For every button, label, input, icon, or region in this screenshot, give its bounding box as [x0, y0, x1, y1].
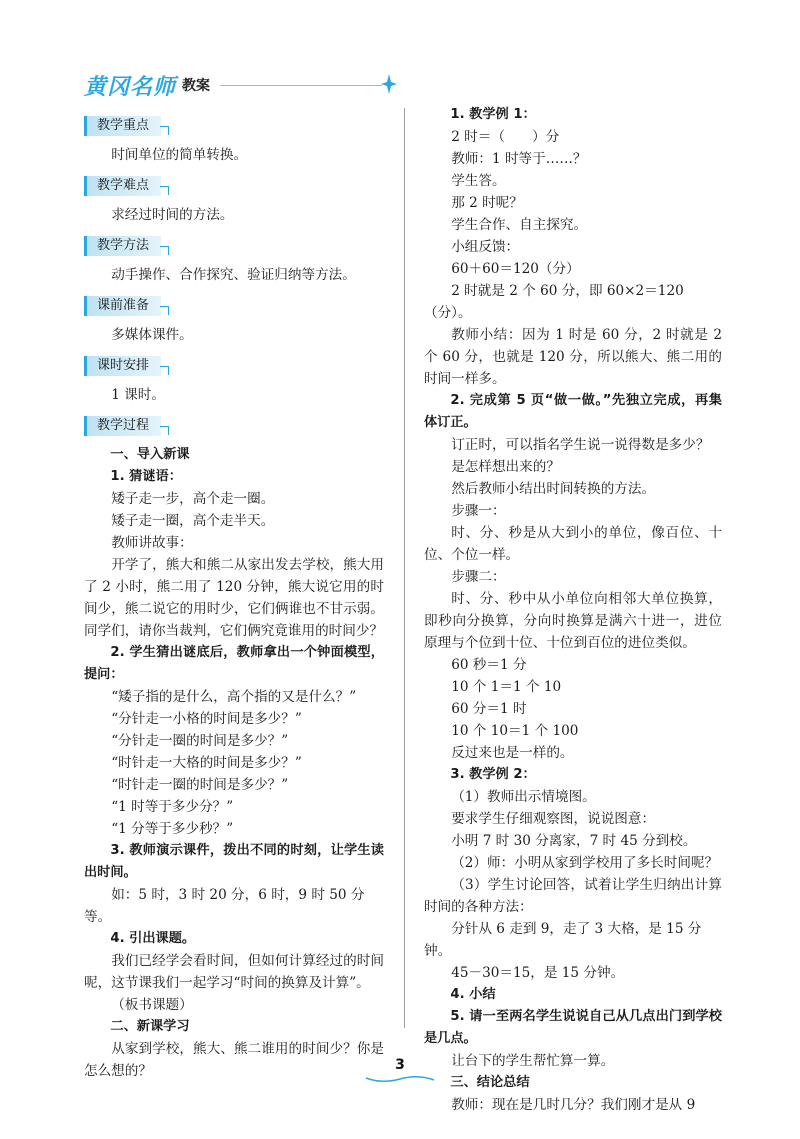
paragraph: 然后教师小结出时间转换的方法。 — [451, 481, 656, 497]
paragraph: （2）师：小明从家到学校用了多长时间呢？ — [451, 855, 719, 871]
paragraph: 矮子走一步，高个走一圈。 — [111, 491, 275, 507]
header-subtitle: 教案 — [182, 78, 210, 94]
column-divider — [404, 108, 405, 1028]
paragraph: 那 2 时呢？ — [451, 195, 523, 211]
paragraph: 小明 7 时 30 分离家，7 时 45 分到校。 — [451, 833, 697, 849]
section-difficulties — [84, 174, 384, 226]
paragraph: “时针走一圈的时间是多少？” — [111, 777, 289, 793]
section-preparation — [84, 294, 384, 346]
formula-line: 60 秒＝1 分 — [451, 657, 527, 673]
paragraph: 教师小结：因为 1 时是 60 分，2 时就是 2 个 60 分，也就是 120 分，所以熊大、熊二用的时间一样多。 — [424, 327, 722, 387]
paragraph: 反过来也是一样的。 — [451, 745, 574, 761]
paragraph: （1）教师出示情境图。 — [451, 789, 596, 805]
formula-line: 60 分＝1 时 — [451, 701, 527, 717]
section-text: 求经过时间的方法。 — [111, 207, 234, 223]
paragraph: 矮子走一圈，高个走半天。 — [111, 513, 275, 529]
section-tag: 教学重点 — [84, 116, 161, 136]
subheading: 3. 教师演示课件，拨出不同的时刻，让学生读出时间。 — [84, 843, 384, 880]
section-tag: 教学过程 — [84, 416, 161, 436]
left-column — [84, 114, 384, 1088]
paragraph: 教师讲故事： — [111, 535, 193, 551]
paragraph: 要求学生仔细观察图，说说图意： — [451, 811, 656, 827]
section-tag: 课时安排 — [84, 356, 161, 376]
sparkle-icon — [380, 73, 398, 95]
subheading: 5. 请一至两名学生说说自己从几点出门到学校是几点。 — [424, 1009, 722, 1046]
paragraph: 时、分、秒是从大到小的单位，像百位、十位、个位一样。 — [424, 525, 722, 563]
paragraph: （3）学生讨论回答，试着让学生归纳出计算时间的各种方法： — [424, 877, 722, 915]
section-schedule — [84, 354, 384, 406]
section-text: 时间单位的简单转换。 — [111, 147, 248, 163]
paragraph: 2 时＝（ ）分 — [451, 129, 560, 145]
right-column — [424, 104, 722, 1116]
paragraph: 订正时，可以指名学生说一说得数是多少？ — [451, 437, 710, 453]
paragraph: “1 时等于多少分？” — [111, 799, 234, 815]
formula-line: 10 个 1＝1 个 10 — [451, 679, 562, 695]
paragraph: 教师：1 时等于……？ — [451, 151, 587, 167]
paragraph: 步骤二： — [451, 569, 506, 585]
paragraph: 时、分、秒中从小单位向相邻大单位换算，即秒向分换算，分向时换算是满六十进一，进位原理与个位到十位、十位到百位的进位类似。 — [424, 591, 722, 651]
paragraph: 如：5 时，3 时 20 分，6 时，9 时 50 分等。 — [84, 887, 365, 925]
heading: 二、新课学习 — [110, 1019, 190, 1034]
subheading: 1. 教学例 1： — [450, 107, 536, 122]
section-tag: 教学方法 — [84, 236, 161, 256]
subheading: 4. 小结 — [450, 987, 496, 1002]
section-tag: 课前准备 — [84, 296, 161, 316]
section-methods — [84, 234, 384, 286]
header-rule — [220, 85, 382, 86]
paragraph: “时针走一大格的时间是多少？” — [111, 755, 302, 771]
section-process — [84, 414, 384, 1082]
paragraph: 步骤一： — [451, 503, 506, 519]
paragraph: “1 分等于多少秒？” — [111, 821, 234, 837]
subheading: 2. 完成第 5 页“做一做。”先独立完成，再集体订正。 — [424, 393, 722, 430]
paragraph: 60＋60＝120（分） — [451, 261, 580, 277]
paragraph: 教师：现在是几时几分？我们刚才是从 9 — [451, 1097, 696, 1113]
paragraph: “分针走一圈的时间是多少？” — [111, 733, 289, 749]
wave-ornament-icon — [364, 1074, 436, 1084]
paragraph: “分针走一小格的时间是多少？” — [111, 711, 302, 727]
subheading: 2. 学生猜出谜底后，教师拿出一个钟面模型，提问： — [84, 645, 384, 682]
paragraph: 小组反馈： — [451, 239, 520, 255]
page-number: 3 — [395, 1057, 405, 1073]
paragraph: 我们已经学会看时间，但如何计算经过的时间呢，这节课我们一起学习“时间的换算及计算”。 — [84, 953, 384, 991]
paragraph: 从家到学校，熊大、熊二谁用的时间少？你是怎么想的？ — [84, 1041, 384, 1079]
paragraph: 45－30＝15，是 15 分钟。 — [451, 965, 625, 981]
paragraph: 分针从 6 走到 9，走了 3 大格，是 15 分钟。 — [424, 921, 702, 959]
brand-logo: 黄冈名师 — [84, 75, 177, 100]
paragraph: 学生答。 — [451, 173, 506, 189]
paragraph: 是怎样想出来的？ — [451, 459, 560, 475]
subheading: 1. 猜谜语： — [110, 469, 182, 484]
section-text: 多媒体课件。 — [111, 327, 193, 343]
subheading: 4. 引出课题。 — [110, 931, 196, 946]
paragraph: 2 时就是 2 个 60 分，即 60×2＝120（分）。 — [424, 283, 684, 321]
paragraph: 让台下的学生帮忙算一算。 — [451, 1053, 615, 1069]
section-key-points — [84, 114, 384, 166]
paragraph: “矮子指的是什么，高个指的又是什么？” — [111, 689, 357, 705]
section-text: 动手操作、合作探究、验证归纳等方法。 — [111, 267, 356, 283]
formula-line: 10 个 10＝1 个 100 — [451, 723, 579, 739]
paragraph: （板书课题） — [111, 997, 193, 1013]
paragraph: 开学了，熊大和熊二从家出发去学校，熊大用了 2 小时，熊二用了 120 分钟，熊大说它用的时间少，熊二说它的用时少，它们俩谁也不甘示弱。同学们，请你当裁判，它们俩究竟谁用的时间少？ — [84, 557, 384, 639]
heading: 一、导入新课 — [110, 447, 190, 462]
paragraph: 学生合作、自主探究。 — [451, 217, 588, 233]
section-text: 1 课时。 — [111, 387, 165, 403]
subheading: 3. 教学例 2： — [450, 767, 536, 782]
heading: 三、结论总结 — [450, 1075, 530, 1090]
section-tag: 教学难点 — [84, 176, 161, 196]
